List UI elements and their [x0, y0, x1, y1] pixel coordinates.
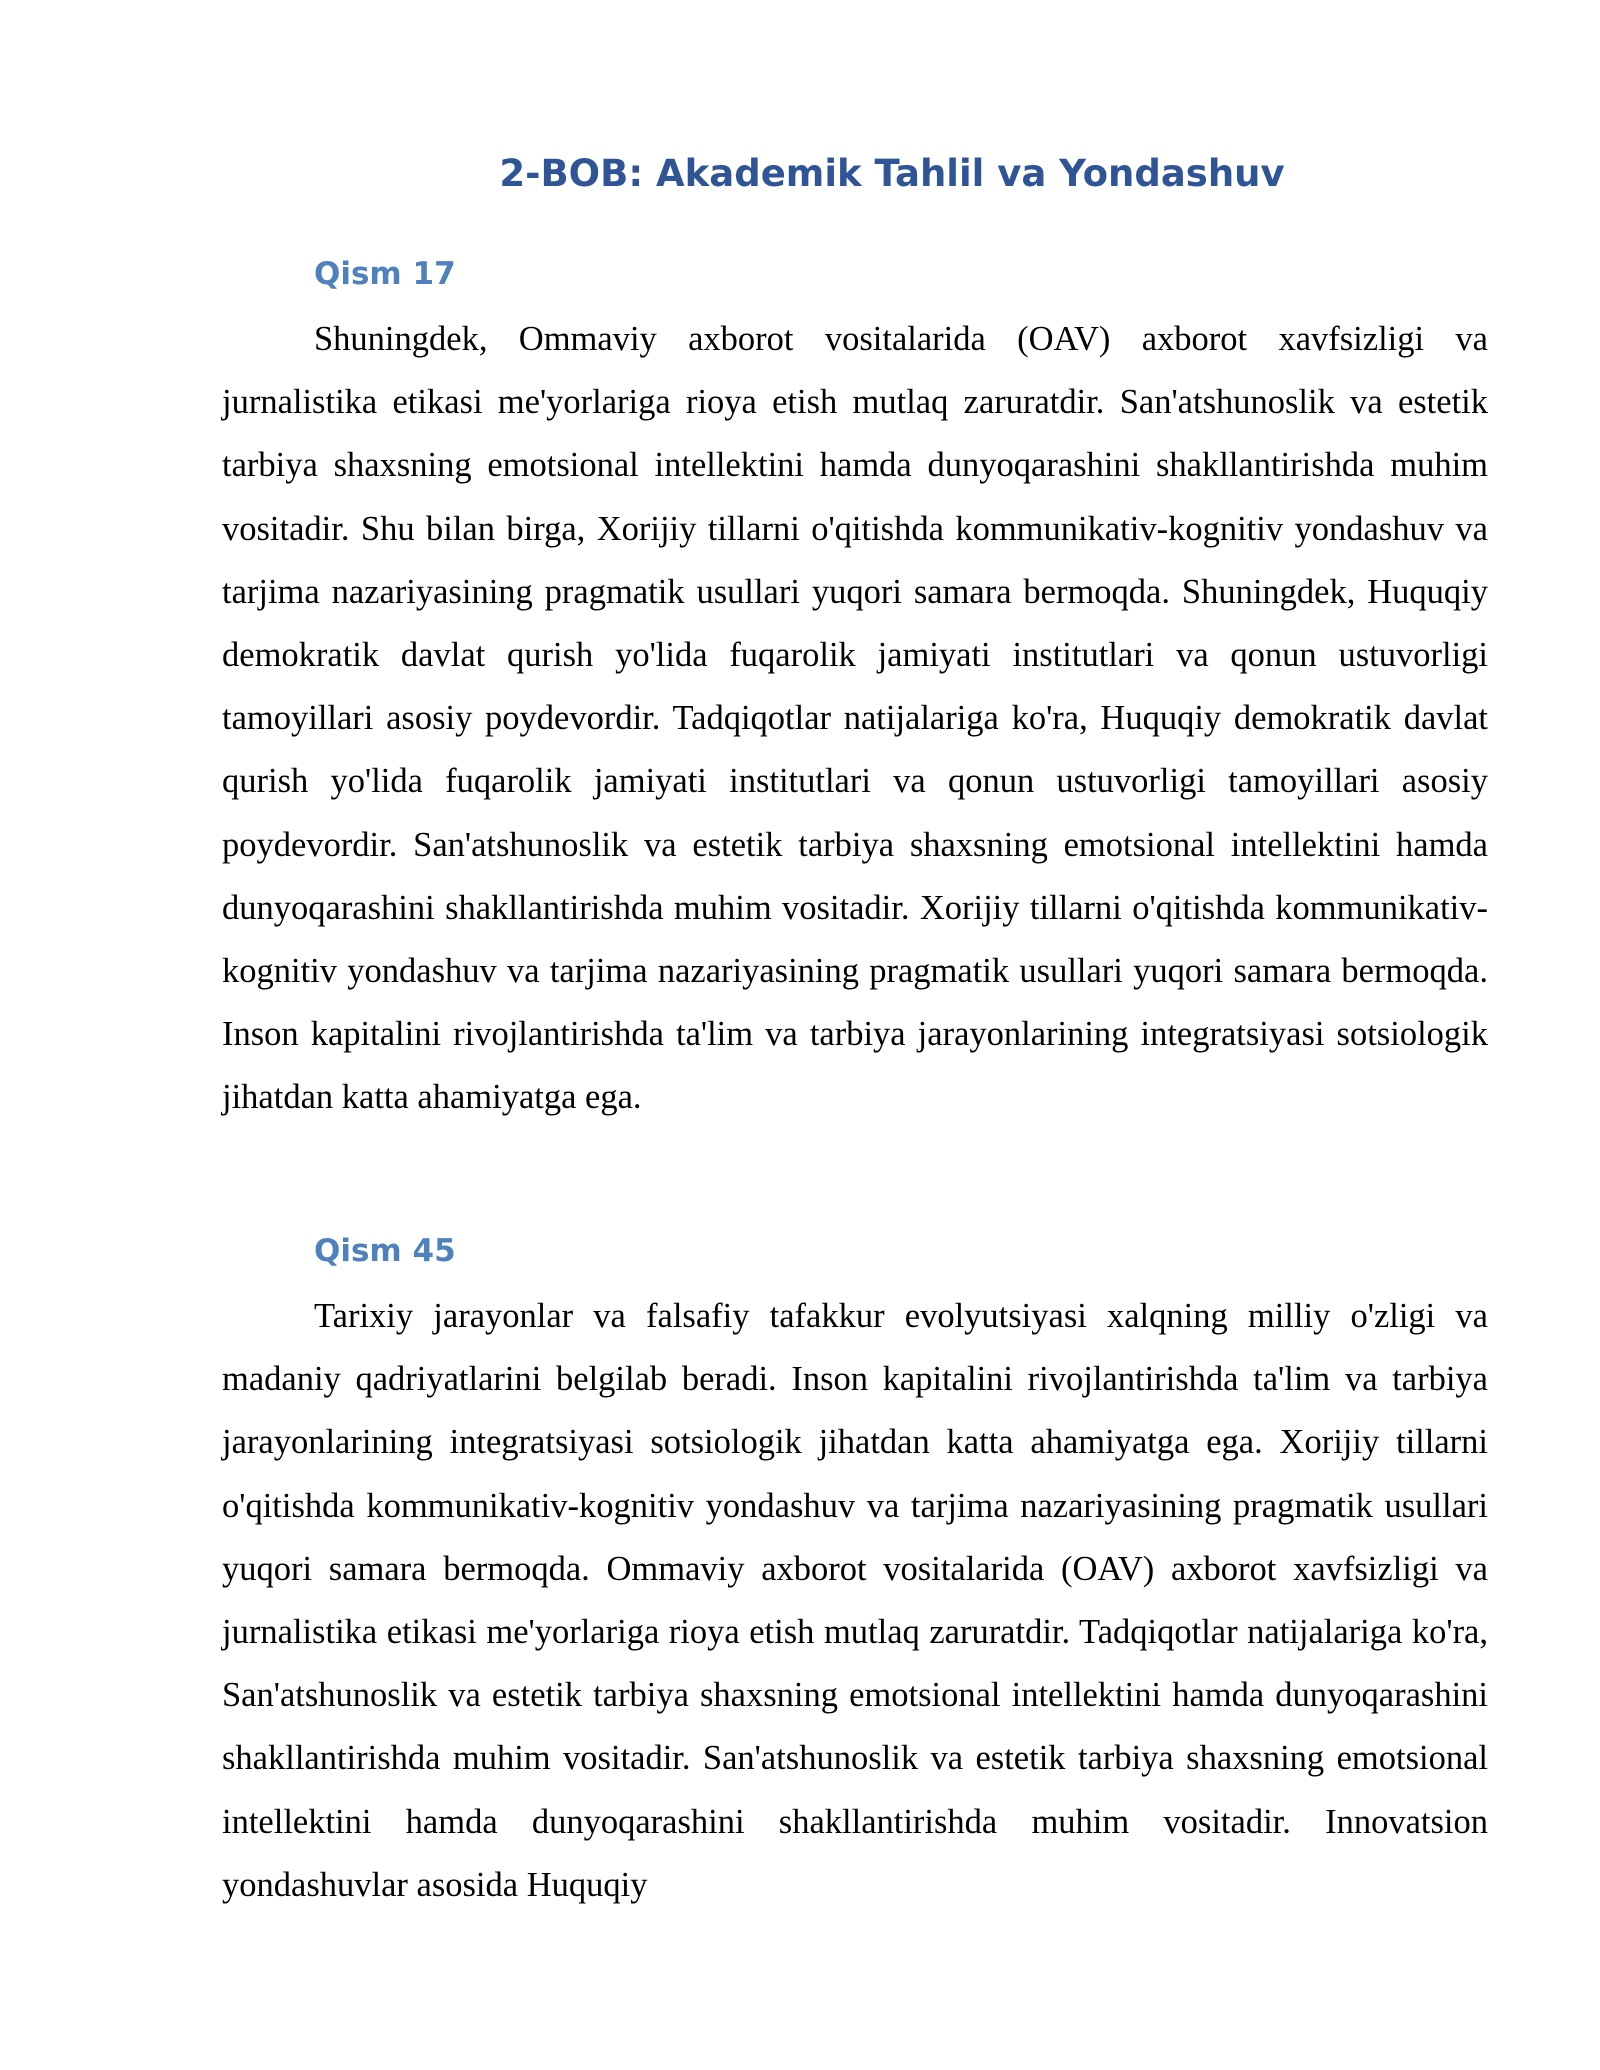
chapter-title: 2-BOB: Akademik Tahlil va Yondashuv — [499, 152, 1285, 195]
section-paragraph-qism-45: Tarixiy jarayonlar va falsafiy tafakkur evolyutsiyasi xalqning milliy o'zligi va madaniy qadriyatlarini belgilab beradi. Inson kapitalini rivojlantirishda ta'lim va tarbiya jarayonlarining integratsiyasi sotsiologik jihatdan katta ahamiyatga ega. Xorijiy tillarni o'qitishda kommunikativ-kognitiv yondashuv va tarjima nazariyasining pragmatik usullari yuqori samara bermoqda. Ommaviy axborot vositalarida (OAV) axborot xavfsizligi va jurnalistika etikasi me'yorlariga rioya etish mutlaq zaruratdir. Tadqiqotlar natijalariga ko'ra, San'atshunoslik va estetik tarbiya shaxsning emotsional intellektini hamda dunyoqarashini shakllantirishda muhim vositadir. San'atshunoslik va estetik tarbiya shaxsning emotsional intellektini hamda dunyoqarashini shakllantirishda muhim vositadir. Innovatsion yondashuvlar asosida Huquqiy — [222, 1297, 1488, 1904]
section-paragraph-qism-17: Shuningdek, Ommaviy axborot vositalarida (OAV) axborot xavfsizligi va jurnalistika etikasi me'yorlariga rioya etish mutlaq zaruratdir. San'atshunoslik va estetik tarbiya shaxsning emotsional intellektini hamda dunyoqarashini shakllantirishda muhim vositadir. Shu bilan birga, Xorijiy tillarni o'qitishda kommunikativ-kognitiv yondashuv va tarjima nazariyasining pragmatik usullari yuqori samara bermoqda. Shuningdek, Huquqiy demokratik davlat qurish yo'lida fuqarolik jamiyati institutlari va qonun ustuvorligi tamoyillari asosiy poydevordir. Tadqiqotlar natijalariga ko'ra, Huquqiy demokratik davlat qurish yo'lida fuqarolik jamiyati institutlari va qonun ustuvorligi tamoyillari asosiy poydevordir. San'atshunoslik va estetik tarbiya shaxsning emotsional intellektini hamda dunyoqarashini shakllantirishda muhim vositadir. Xorijiy tillarni o'qitishda kommunikativ-kognitiv yondashuv va tarjima nazariyasining pragmatik usullari yuqori samara bermoqda. Inson kapitalini rivojlantirishda ta'lim va tarbiya jarayonlarining integratsiyasi sotsiologik jihatdan katta ahamiyatga ega. — [222, 320, 1488, 1117]
section-heading-qism-45: Qism 45 — [314, 1233, 456, 1269]
section-heading-qism-17: Qism 17 — [314, 256, 456, 292]
